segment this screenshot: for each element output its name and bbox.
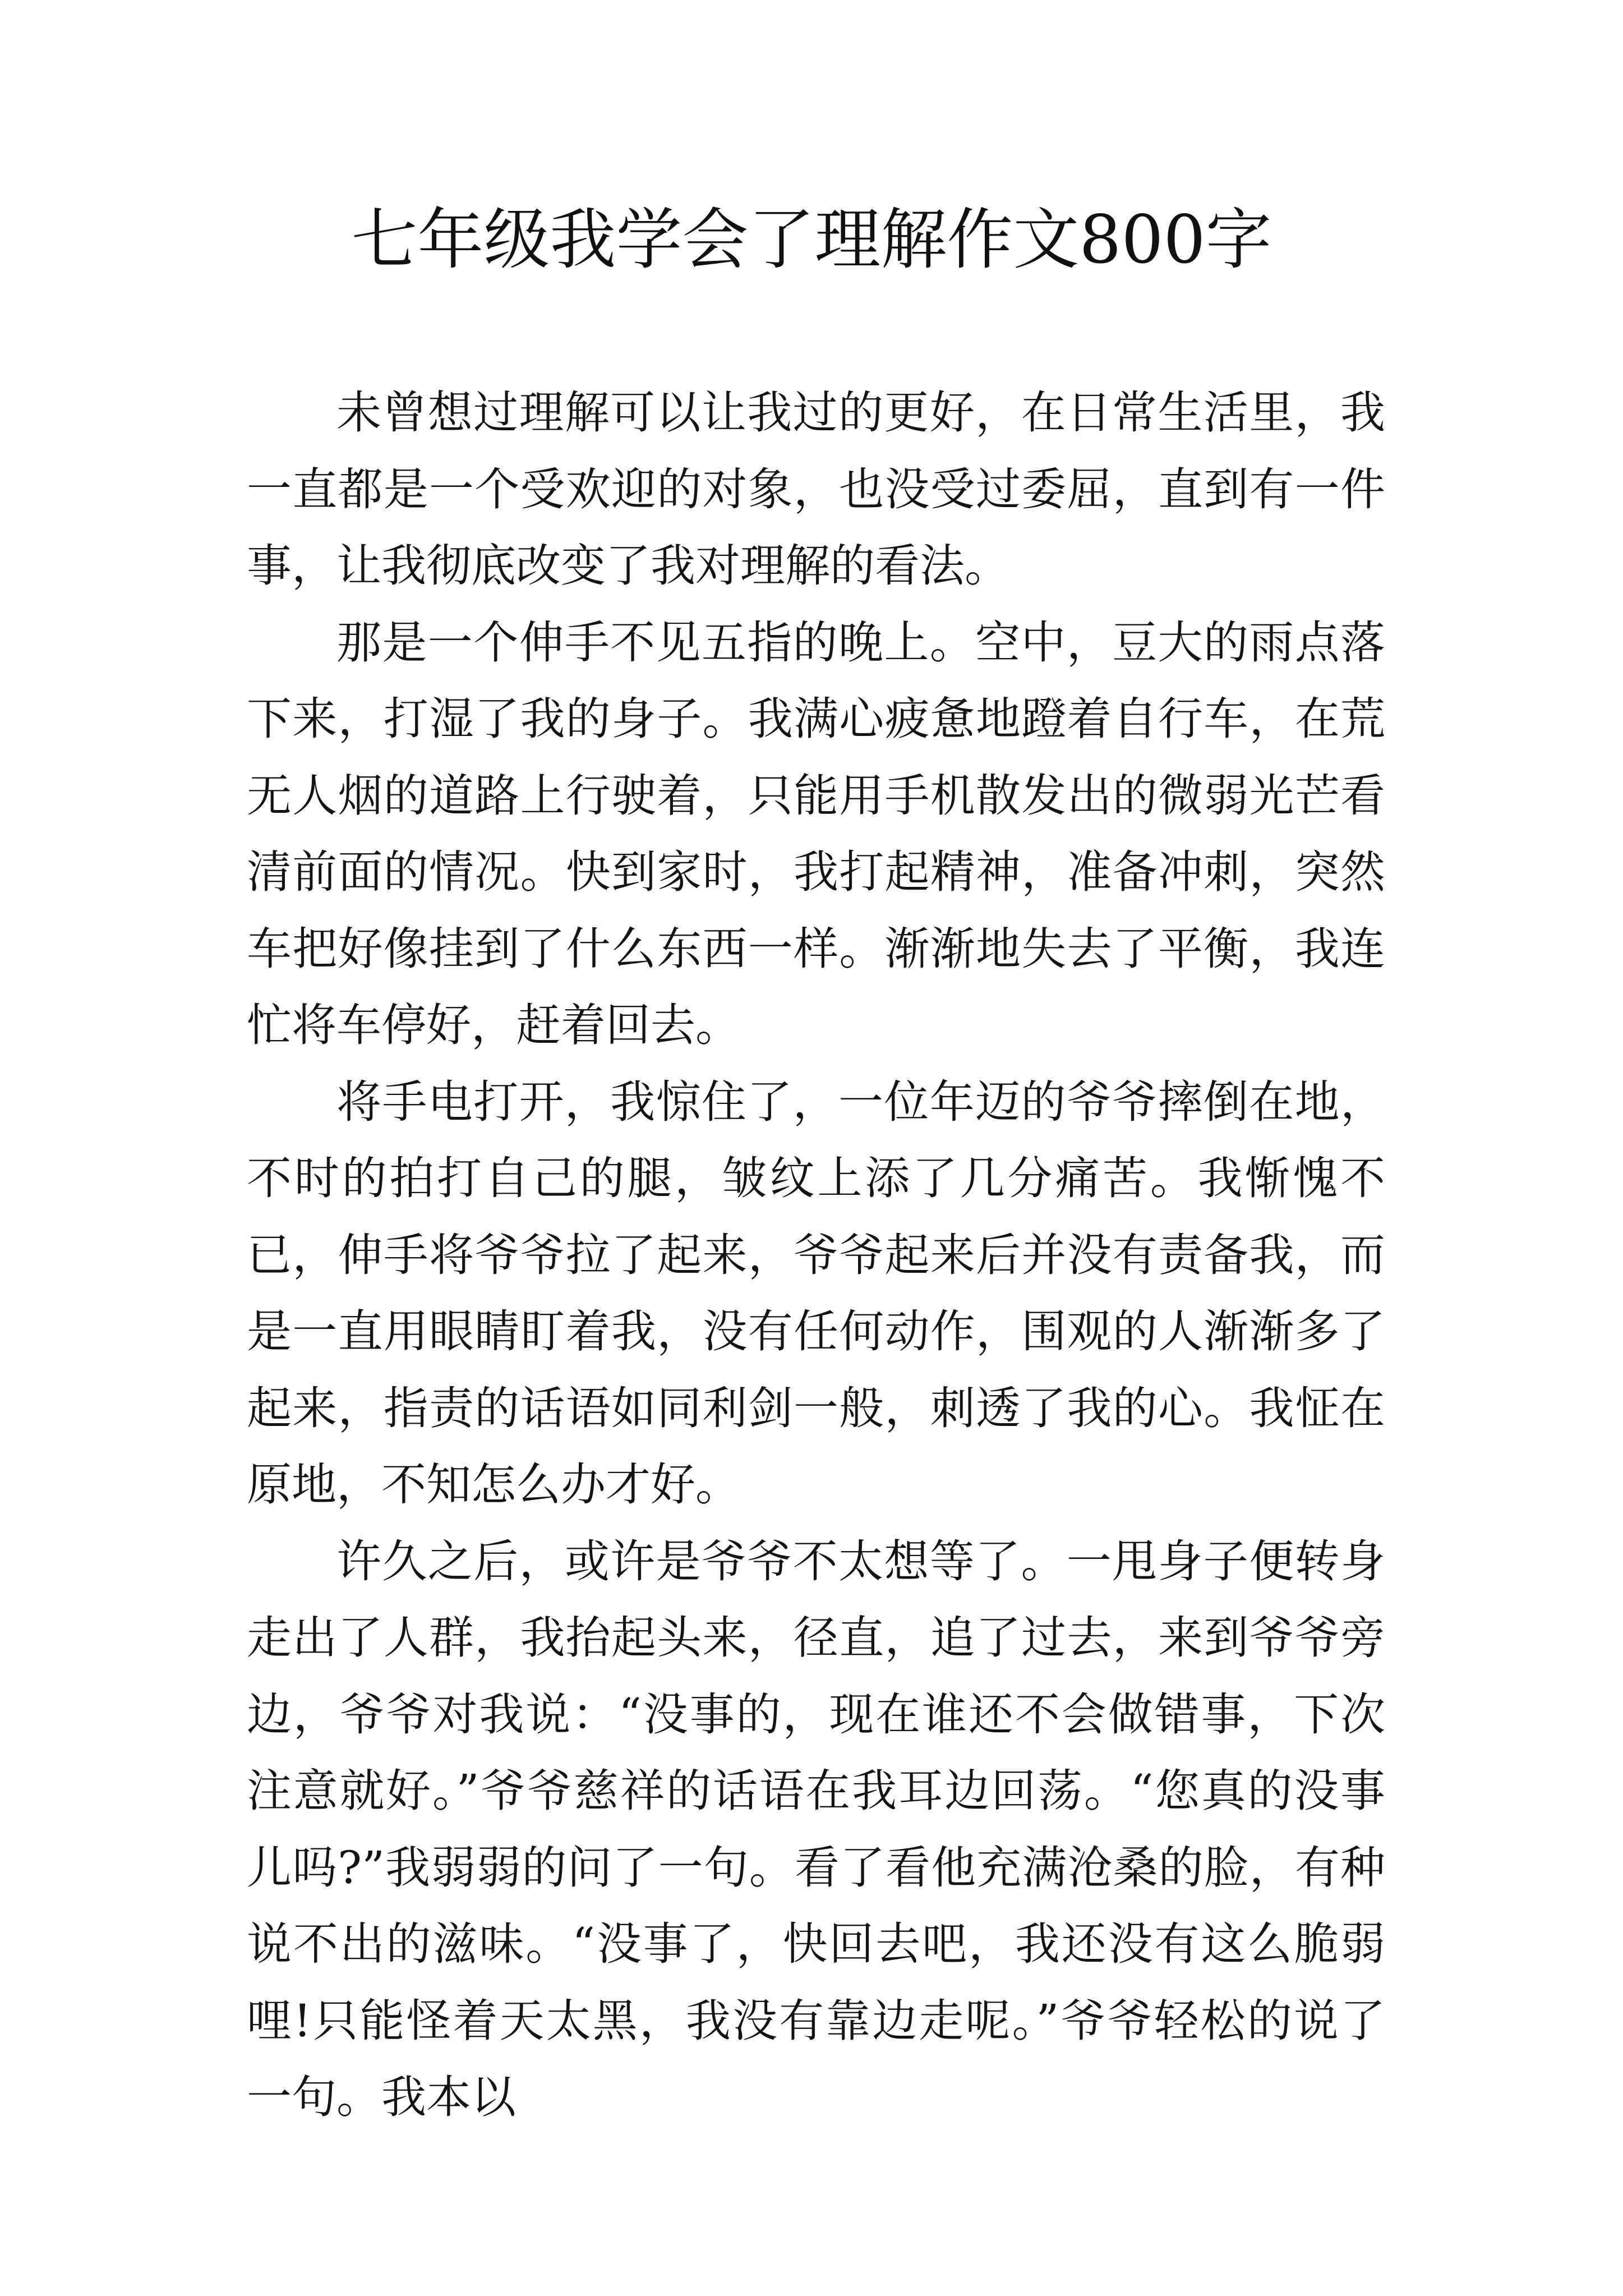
document-title: 七年级我学会了理解作文800字 bbox=[351, 201, 1272, 278]
paragraph-4: 许久之后，或许是爷爷不太想等了。一甩身子便转身走出了人群，我抬起头来，径直，追了过去，来到爷爷旁边，爷爷对我说：“没事的，现在谁还不会做错事，下次注意就好。”爷爷慈祥的话语在我耳边回荡。“您真的没事儿吗?”我弱弱的问了一句。看了看他充满沧桑的脸，有种说不出的滋味。“没事了，快回去吧，我还没有这么脆弱哩!只能怪着天太黑，我没有靠边走呢。”爷爷轻松的说了一句。我本以 bbox=[247, 1535, 1385, 2123]
paragraph-3: 将手电打开，我惊住了，一位年迈的爷爷摔倒在地，不时的拍打自己的腿，皱纹上添了几分痛苦。我惭愧不已，伸手将爷爷拉了起来，爷爷起来后并没有责备我，而是一直用眼睛盯着我，没有任何动作，围观的人渐渐多了起来，指责的话语如同利剑一般，刺透了我的心。我怔在原地，不知怎么办才好。 bbox=[247, 1075, 1385, 1511]
paragraph-1: 未曾想过理解可以让我过的更好，在日常生活里，我一直都是一个受欢迎的对象，也没受过委屈，直到有一件事，让我彻底改变了我对理解的看法。 bbox=[247, 386, 1385, 592]
paragraph-2: 那是一个伸手不见五指的晚上。空中，豆大的雨点落下来，打湿了我的身子。我满心疲惫地蹬着自行车，在荒无人烟的道路上行驶着，只能用手机散发出的微弱光芒看清前面的情况。快到家时，我打起精神，准备冲刺，突然车把好像挂到了什么东西一样。渐渐地失去了平衡，我连忙将车停好，赶着回去。 bbox=[247, 616, 1385, 1051]
document-body bbox=[247, 375, 1385, 2136]
